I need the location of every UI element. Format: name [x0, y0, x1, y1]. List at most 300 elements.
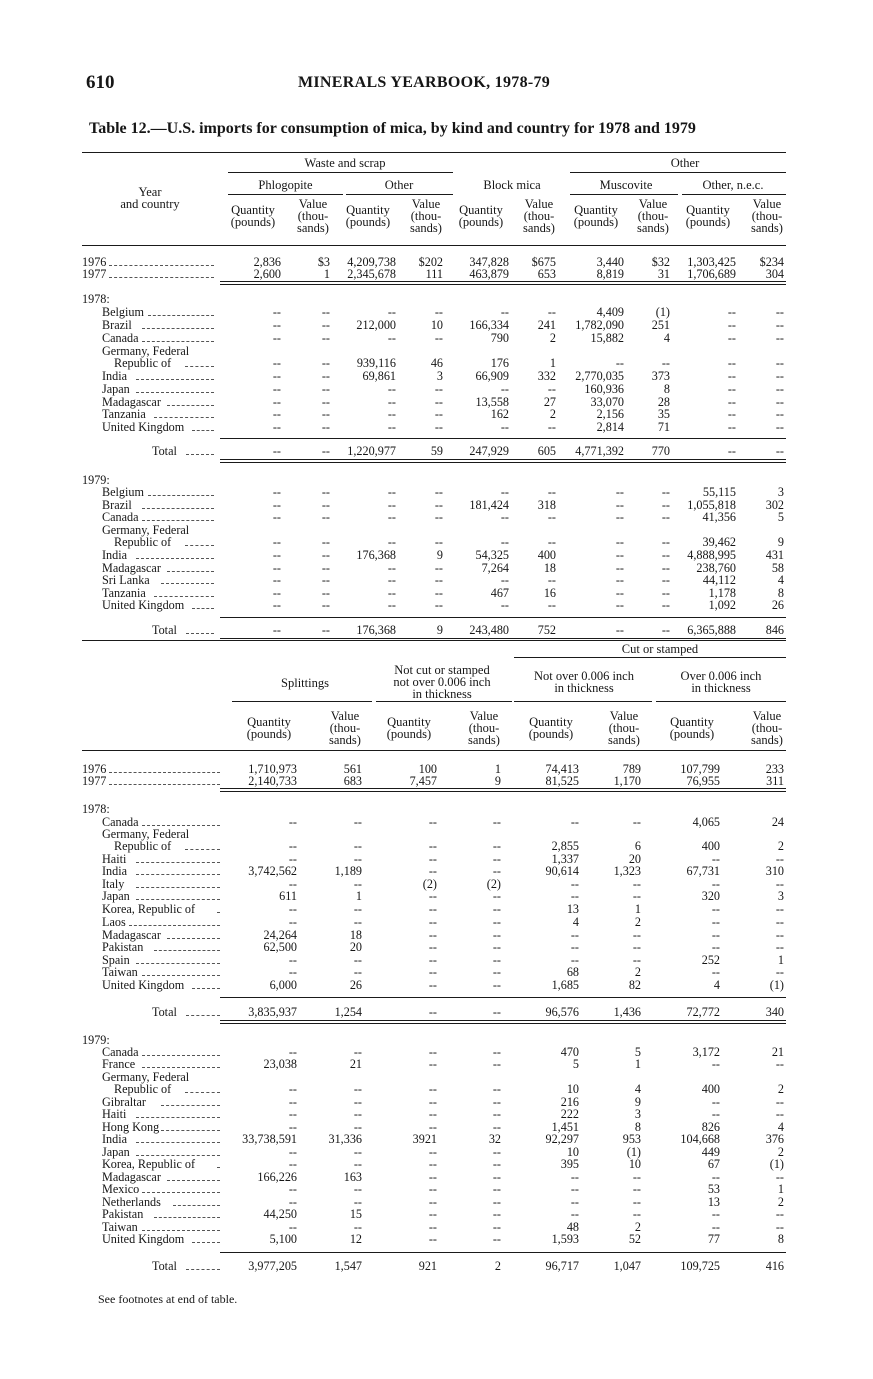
- table-cell: 8: [777, 586, 784, 600]
- table-cell: 8: [634, 1120, 641, 1134]
- table-cell: --: [321, 498, 330, 512]
- table-cell: 4,409: [596, 305, 624, 319]
- row-label: Belgium: [102, 305, 144, 319]
- dot-leader: [192, 418, 214, 431]
- table-cell: --: [434, 573, 443, 587]
- table-cell: --: [387, 485, 396, 499]
- table-cell: (1): [769, 1157, 784, 1171]
- table-cell: --: [492, 1082, 501, 1096]
- table-cell: --: [632, 1195, 641, 1209]
- row-label: Germany, Federal: [102, 523, 190, 537]
- table-cell: --: [428, 839, 437, 853]
- table-cell: --: [321, 561, 330, 575]
- table-cell: 33,738,591: [242, 1132, 297, 1146]
- table-cell: --: [288, 1107, 297, 1121]
- table-cell: --: [492, 852, 501, 866]
- table-cell: 241: [537, 318, 556, 332]
- table-cell: 166,334: [469, 318, 509, 332]
- table-cell: 3: [634, 1107, 641, 1121]
- row-label: 1976: [82, 762, 107, 776]
- table-cell: 41,356: [702, 510, 736, 524]
- table-cell: 470: [560, 1045, 579, 1059]
- total-label: Total: [152, 1259, 177, 1273]
- table-cell: 96,717: [545, 1259, 579, 1273]
- splittings-header: Splittings: [281, 676, 329, 690]
- table-cell: --: [492, 1232, 501, 1246]
- table-cell: --: [615, 485, 624, 499]
- row-label: Germany, Federal: [102, 827, 190, 841]
- table-cell: 46: [430, 356, 443, 370]
- table-cell: 846: [765, 623, 784, 637]
- table-cell: --: [272, 395, 281, 409]
- dot-leader: [109, 265, 214, 278]
- table-cell: 176: [490, 356, 509, 370]
- table-cell: 2,814: [596, 420, 624, 434]
- table-cell: --: [775, 318, 784, 332]
- table-cell: 310: [765, 864, 784, 878]
- table-cell: --: [353, 1107, 362, 1121]
- table-cell: 1,436: [613, 1005, 641, 1019]
- table-cell: --: [711, 940, 720, 954]
- table-cell: 82: [628, 978, 641, 992]
- table-cell: --: [570, 1207, 579, 1221]
- table-cell: --: [547, 305, 556, 319]
- table-cell: 4,771,392: [575, 444, 624, 458]
- table-row: [82, 268, 786, 280]
- row-label: Laos: [102, 915, 126, 929]
- phlogopite-header: Phlogopite: [258, 178, 313, 192]
- table-cell: 340: [765, 1005, 784, 1019]
- table-cell: 176,368: [356, 548, 396, 562]
- dot-leader: [136, 862, 221, 875]
- dot-leader: [154, 405, 214, 418]
- table-cell: --: [775, 1170, 784, 1184]
- table-cell: --: [387, 305, 396, 319]
- table-cell: 18: [349, 928, 362, 942]
- table-cell: --: [353, 1157, 362, 1171]
- table-cell: $234: [759, 255, 784, 269]
- table-cell: --: [434, 305, 443, 319]
- table-cell: 67: [707, 1157, 720, 1171]
- table-cell: --: [321, 535, 330, 549]
- table-cell: 10: [566, 1145, 579, 1159]
- table-cell: --: [288, 1182, 297, 1196]
- table-cell: 2: [494, 1259, 501, 1273]
- stub-header-country: and country: [120, 197, 180, 211]
- table-cell: --: [775, 852, 784, 866]
- table-cell: --: [387, 407, 396, 421]
- table-cell: --: [272, 318, 281, 332]
- table-cell: --: [321, 382, 330, 396]
- table-cell: --: [428, 928, 437, 942]
- table-cell: --: [387, 420, 396, 434]
- table-cell: --: [428, 902, 437, 916]
- table-cell: 24: [771, 815, 784, 829]
- table-cell: 5: [777, 510, 784, 524]
- table-cell: --: [492, 1005, 501, 1019]
- rule: [220, 462, 786, 463]
- value-header-p1-1-1: (thou-: [297, 209, 329, 223]
- table-cell: 77: [707, 1232, 720, 1246]
- table-cell: (1): [655, 305, 670, 319]
- table-cell: 467: [490, 586, 509, 600]
- table-cell: 1,710,973: [248, 762, 297, 776]
- table-cell: 4,209,738: [347, 255, 396, 269]
- value-header-p2-3-1: (thou-: [468, 721, 500, 735]
- table-cell: --: [428, 915, 437, 929]
- table-cell: --: [492, 1045, 501, 1059]
- row-label: Republic of: [114, 535, 172, 549]
- table-cell: 35: [657, 407, 670, 421]
- table-cell: 1,685: [551, 978, 579, 992]
- table-cell: 181,424: [469, 498, 509, 512]
- quantity-header-p2-6-0: Quantity: [670, 715, 714, 729]
- table-cell: --: [632, 940, 641, 954]
- value-header-p1-7-2: sands): [637, 221, 669, 235]
- table-cell: --: [428, 1207, 437, 1221]
- table-cell: 3: [436, 369, 443, 383]
- row-label: Japan: [102, 382, 130, 396]
- table-cell: 1,782,090: [575, 318, 624, 332]
- table-cell: --: [434, 561, 443, 575]
- table-cell: --: [775, 1095, 784, 1109]
- table-cell: 9: [436, 548, 443, 562]
- page-number: 610: [86, 72, 115, 93]
- row-label: Tanzania: [102, 407, 146, 421]
- table-cell: --: [428, 1182, 437, 1196]
- row-label: Madagascar: [102, 1170, 161, 1184]
- table-cell: 5: [572, 1057, 579, 1071]
- table-cell: 4,888,995: [687, 548, 736, 562]
- dot-leader: [217, 900, 220, 913]
- table-cell: 162: [490, 407, 509, 421]
- table-cell: 100: [418, 762, 437, 776]
- table-cell: --: [711, 877, 720, 891]
- table-cell: 13,558: [475, 395, 509, 409]
- row-label: Hong Kong: [102, 1120, 160, 1134]
- row-label: Spain: [102, 953, 130, 967]
- table-cell: 1,706,689: [687, 267, 736, 281]
- table-cell: 20: [628, 852, 641, 866]
- table-cell: (2): [486, 877, 501, 891]
- table-cell: 2: [549, 331, 556, 345]
- table-cell: $32: [651, 255, 670, 269]
- table-cell: --: [428, 1145, 437, 1159]
- table-cell: 1,047: [613, 1259, 641, 1273]
- row-label: 1977: [82, 774, 107, 788]
- quantity-header-p2-2-1: (pounds): [386, 727, 432, 741]
- table-cell: --: [272, 382, 281, 396]
- table-row: [82, 1006, 786, 1018]
- table-cell: 2: [634, 1220, 641, 1234]
- table-cell: --: [492, 978, 501, 992]
- table-cell: 4: [777, 573, 784, 587]
- table-cell: --: [288, 1145, 297, 1159]
- table-row: [82, 445, 786, 457]
- block-mica-header: Block mica: [483, 178, 541, 192]
- dot-leader: [136, 380, 215, 393]
- table-cell: --: [632, 889, 641, 903]
- table-cell: 251: [651, 318, 670, 332]
- row-label: Mexico: [102, 1182, 140, 1196]
- table-cell: --: [632, 877, 641, 891]
- table-cell: 238,760: [696, 561, 736, 575]
- table-cell: --: [775, 356, 784, 370]
- table-cell: 320: [701, 889, 720, 903]
- table-row: [82, 966, 786, 978]
- table-cell: 72,772: [686, 1005, 720, 1019]
- table-cell: --: [434, 485, 443, 499]
- table-cell: --: [661, 510, 670, 524]
- table-cell: 13: [707, 1195, 720, 1209]
- table-cell: --: [288, 953, 297, 967]
- table-cell: --: [272, 561, 281, 575]
- table-cell: 44,250: [263, 1207, 297, 1221]
- rule: [220, 281, 786, 282]
- table-cell: 7,264: [481, 561, 509, 575]
- table-cell: --: [615, 535, 624, 549]
- quantity-header-p2-6-1: (pounds): [669, 727, 715, 741]
- rule: [220, 1252, 786, 1253]
- dot-leader: [136, 887, 221, 900]
- table-cell: 66,909: [475, 369, 509, 383]
- table-cell: --: [428, 889, 437, 903]
- table-cell: 2: [777, 1145, 784, 1159]
- table-cell: 302: [765, 498, 784, 512]
- table-cell: --: [547, 382, 556, 396]
- table-cell: 212,000: [356, 318, 396, 332]
- table-cell: 605: [537, 444, 556, 458]
- table-cell: 826: [701, 1120, 720, 1134]
- not-cut-header-2: not over 0.006 inch: [393, 675, 491, 689]
- table-cell: --: [661, 498, 670, 512]
- quantity-header-p1-8-0: Quantity: [686, 203, 730, 217]
- table-cell: --: [428, 852, 437, 866]
- table-cell: --: [428, 1157, 437, 1171]
- table-cell: 347,828: [469, 255, 509, 269]
- table-cell: --: [321, 420, 330, 434]
- row-label: Pakistan: [102, 940, 144, 954]
- table-cell: 332: [537, 369, 556, 383]
- value-header-p2-7-2: sands): [751, 733, 783, 747]
- table-cell: --: [321, 305, 330, 319]
- table-cell: --: [711, 1220, 720, 1234]
- row-label: United Kingdom: [102, 1232, 185, 1246]
- quantity-header-p2-0-0: Quantity: [247, 715, 291, 729]
- table-cell: 160,936: [584, 382, 624, 396]
- rule: [220, 459, 786, 460]
- table-cell: --: [428, 1045, 437, 1059]
- table-cell: 48: [566, 1220, 579, 1234]
- table-cell: --: [492, 940, 501, 954]
- table-cell: 2,855: [551, 839, 579, 853]
- row-label: Germany, Federal: [102, 344, 190, 358]
- dot-leader: [185, 354, 214, 367]
- table-cell: --: [492, 1195, 501, 1209]
- table-cell: --: [387, 395, 396, 409]
- table-cell: --: [272, 498, 281, 512]
- table-cell: 2: [777, 1082, 784, 1096]
- row-label: Gibraltar: [102, 1095, 146, 1109]
- table-cell: --: [321, 407, 330, 421]
- table-cell: --: [387, 573, 396, 587]
- table-cell: (2): [422, 877, 437, 891]
- table-cell: 1,254: [334, 1005, 362, 1019]
- table-cell: --: [500, 510, 509, 524]
- table-cell: 62,500: [263, 940, 297, 954]
- table-cell: --: [500, 598, 509, 612]
- row-label: 1979:: [82, 1033, 110, 1047]
- table-cell: --: [428, 1107, 437, 1121]
- table-row: [82, 587, 786, 599]
- table-cell: --: [288, 839, 297, 853]
- value-header-p1-9-2: sands): [751, 221, 783, 235]
- table-cell: --: [288, 965, 297, 979]
- table-cell: 166,226: [257, 1170, 297, 1184]
- rule: [220, 284, 786, 285]
- table-cell: 4: [634, 1082, 641, 1096]
- table-cell: 15,882: [590, 331, 624, 345]
- row-label: Haiti: [102, 1107, 127, 1121]
- table-cell: 653: [537, 267, 556, 281]
- other-sub-header: Other: [384, 178, 414, 192]
- table-cell: 58: [771, 561, 784, 575]
- value-header-p1-3-2: sands): [410, 221, 442, 235]
- table-cell: --: [353, 1182, 362, 1196]
- table-cell: --: [288, 1157, 297, 1171]
- table-cell: --: [288, 1082, 297, 1096]
- muscovite-header: Muscovite: [599, 178, 653, 192]
- table-cell: --: [727, 331, 736, 345]
- table-cell: 55,115: [702, 485, 736, 499]
- table-cell: --: [288, 877, 297, 891]
- table-cell: 1,337: [551, 852, 579, 866]
- dot-leader: [186, 1003, 221, 1016]
- table-cell: 52: [628, 1232, 641, 1246]
- table-cell: --: [615, 356, 624, 370]
- table-cell: 1,547: [334, 1259, 362, 1273]
- table-cell: --: [353, 1195, 362, 1209]
- table-cell: --: [288, 1045, 297, 1059]
- cut-or-stamped-header: Cut or stamped: [621, 642, 699, 656]
- table-cell: 23,038: [263, 1057, 297, 1071]
- table-cell: --: [492, 1057, 501, 1071]
- footnote: See footnotes at end of table.: [98, 1292, 238, 1306]
- table-cell: --: [353, 1120, 362, 1134]
- table-cell: 3,172: [692, 1045, 720, 1059]
- table-cell: --: [353, 1145, 362, 1159]
- table-cell: --: [775, 928, 784, 942]
- table-cell: --: [615, 623, 624, 637]
- dot-leader: [217, 1155, 220, 1168]
- table-row: [82, 511, 786, 523]
- table-cell: --: [500, 485, 509, 499]
- table-cell: --: [775, 902, 784, 916]
- row-label: Japan: [102, 1145, 130, 1159]
- table-cell: 68: [566, 965, 579, 979]
- table-cell: 376: [765, 1132, 784, 1146]
- table-cell: 752: [537, 623, 556, 637]
- quantity-header-p2-2-0: Quantity: [387, 715, 431, 729]
- value-header-p1-5-2: sands): [523, 221, 555, 235]
- table-cell: --: [434, 382, 443, 396]
- value-header-p2-3-2: sands): [468, 733, 500, 747]
- table-cell: --: [321, 623, 330, 637]
- table-cell: --: [775, 305, 784, 319]
- table-cell: 6: [634, 839, 641, 853]
- table-cell: --: [272, 485, 281, 499]
- row-label: Canada: [102, 1045, 139, 1059]
- table-cell: 32: [488, 1132, 501, 1146]
- table-cell: --: [570, 889, 579, 903]
- table-cell: --: [387, 382, 396, 396]
- quantity-header-p1-4-1: (pounds): [458, 215, 504, 229]
- table-cell: $675: [531, 255, 556, 269]
- table-cell: --: [775, 407, 784, 421]
- table-cell: 561: [343, 762, 362, 776]
- row-label: Canada: [102, 331, 139, 345]
- table-cell: --: [288, 1095, 297, 1109]
- table-cell: 2: [634, 915, 641, 929]
- row-label: Korea, Republic of: [102, 902, 196, 916]
- table-cell: 28: [657, 395, 670, 409]
- value-header-p2-5-1: (thou-: [608, 721, 640, 735]
- quantity-header-p1-0-0: Quantity: [231, 203, 275, 217]
- table-cell: --: [321, 331, 330, 345]
- value-header-p1-9-1: (thou-: [751, 209, 783, 223]
- table-cell: --: [492, 1170, 501, 1184]
- row-label: Brazil: [102, 318, 132, 332]
- table-cell: --: [434, 498, 443, 512]
- table-cell: --: [272, 420, 281, 434]
- table-cell: --: [500, 573, 509, 587]
- table-cell: --: [434, 510, 443, 524]
- table-cell: --: [547, 420, 556, 434]
- table-cell: 953: [622, 1132, 641, 1146]
- table-cell: 243,480: [469, 623, 509, 637]
- table-cell: --: [775, 1220, 784, 1234]
- quantity-header-p2-0-1: (pounds): [246, 727, 292, 741]
- table-cell: 2: [549, 407, 556, 421]
- table-cell: --: [775, 940, 784, 954]
- table-cell: 789: [622, 762, 641, 776]
- table-cell: 2,770,035: [575, 369, 624, 383]
- dot-leader: [142, 813, 220, 826]
- table-cell: --: [353, 1220, 362, 1234]
- table-cell: --: [492, 1107, 501, 1121]
- table-cell: --: [727, 444, 736, 458]
- quantity-header-p2-4-1: (pounds): [528, 727, 574, 741]
- table-cell: 304: [765, 267, 784, 281]
- row-label: Madagascar: [102, 561, 161, 575]
- row-label: Canada: [102, 510, 139, 524]
- table-cell: --: [272, 369, 281, 383]
- table-cell: --: [570, 815, 579, 829]
- table-cell: --: [492, 1182, 501, 1196]
- dot-leader: [186, 1257, 221, 1270]
- table-cell: --: [321, 510, 330, 524]
- not-cut-header-3: in thickness: [412, 687, 472, 701]
- table-cell: --: [775, 877, 784, 891]
- row-label: India: [102, 1132, 128, 1146]
- table-cell: --: [353, 852, 362, 866]
- over-header-1: Over 0.006 inch: [680, 669, 762, 683]
- row-label: Republic of: [114, 1082, 172, 1096]
- table-cell: --: [547, 510, 556, 524]
- row-label: United Kingdom: [102, 978, 185, 992]
- rule: [220, 438, 786, 439]
- table-cell: --: [661, 535, 670, 549]
